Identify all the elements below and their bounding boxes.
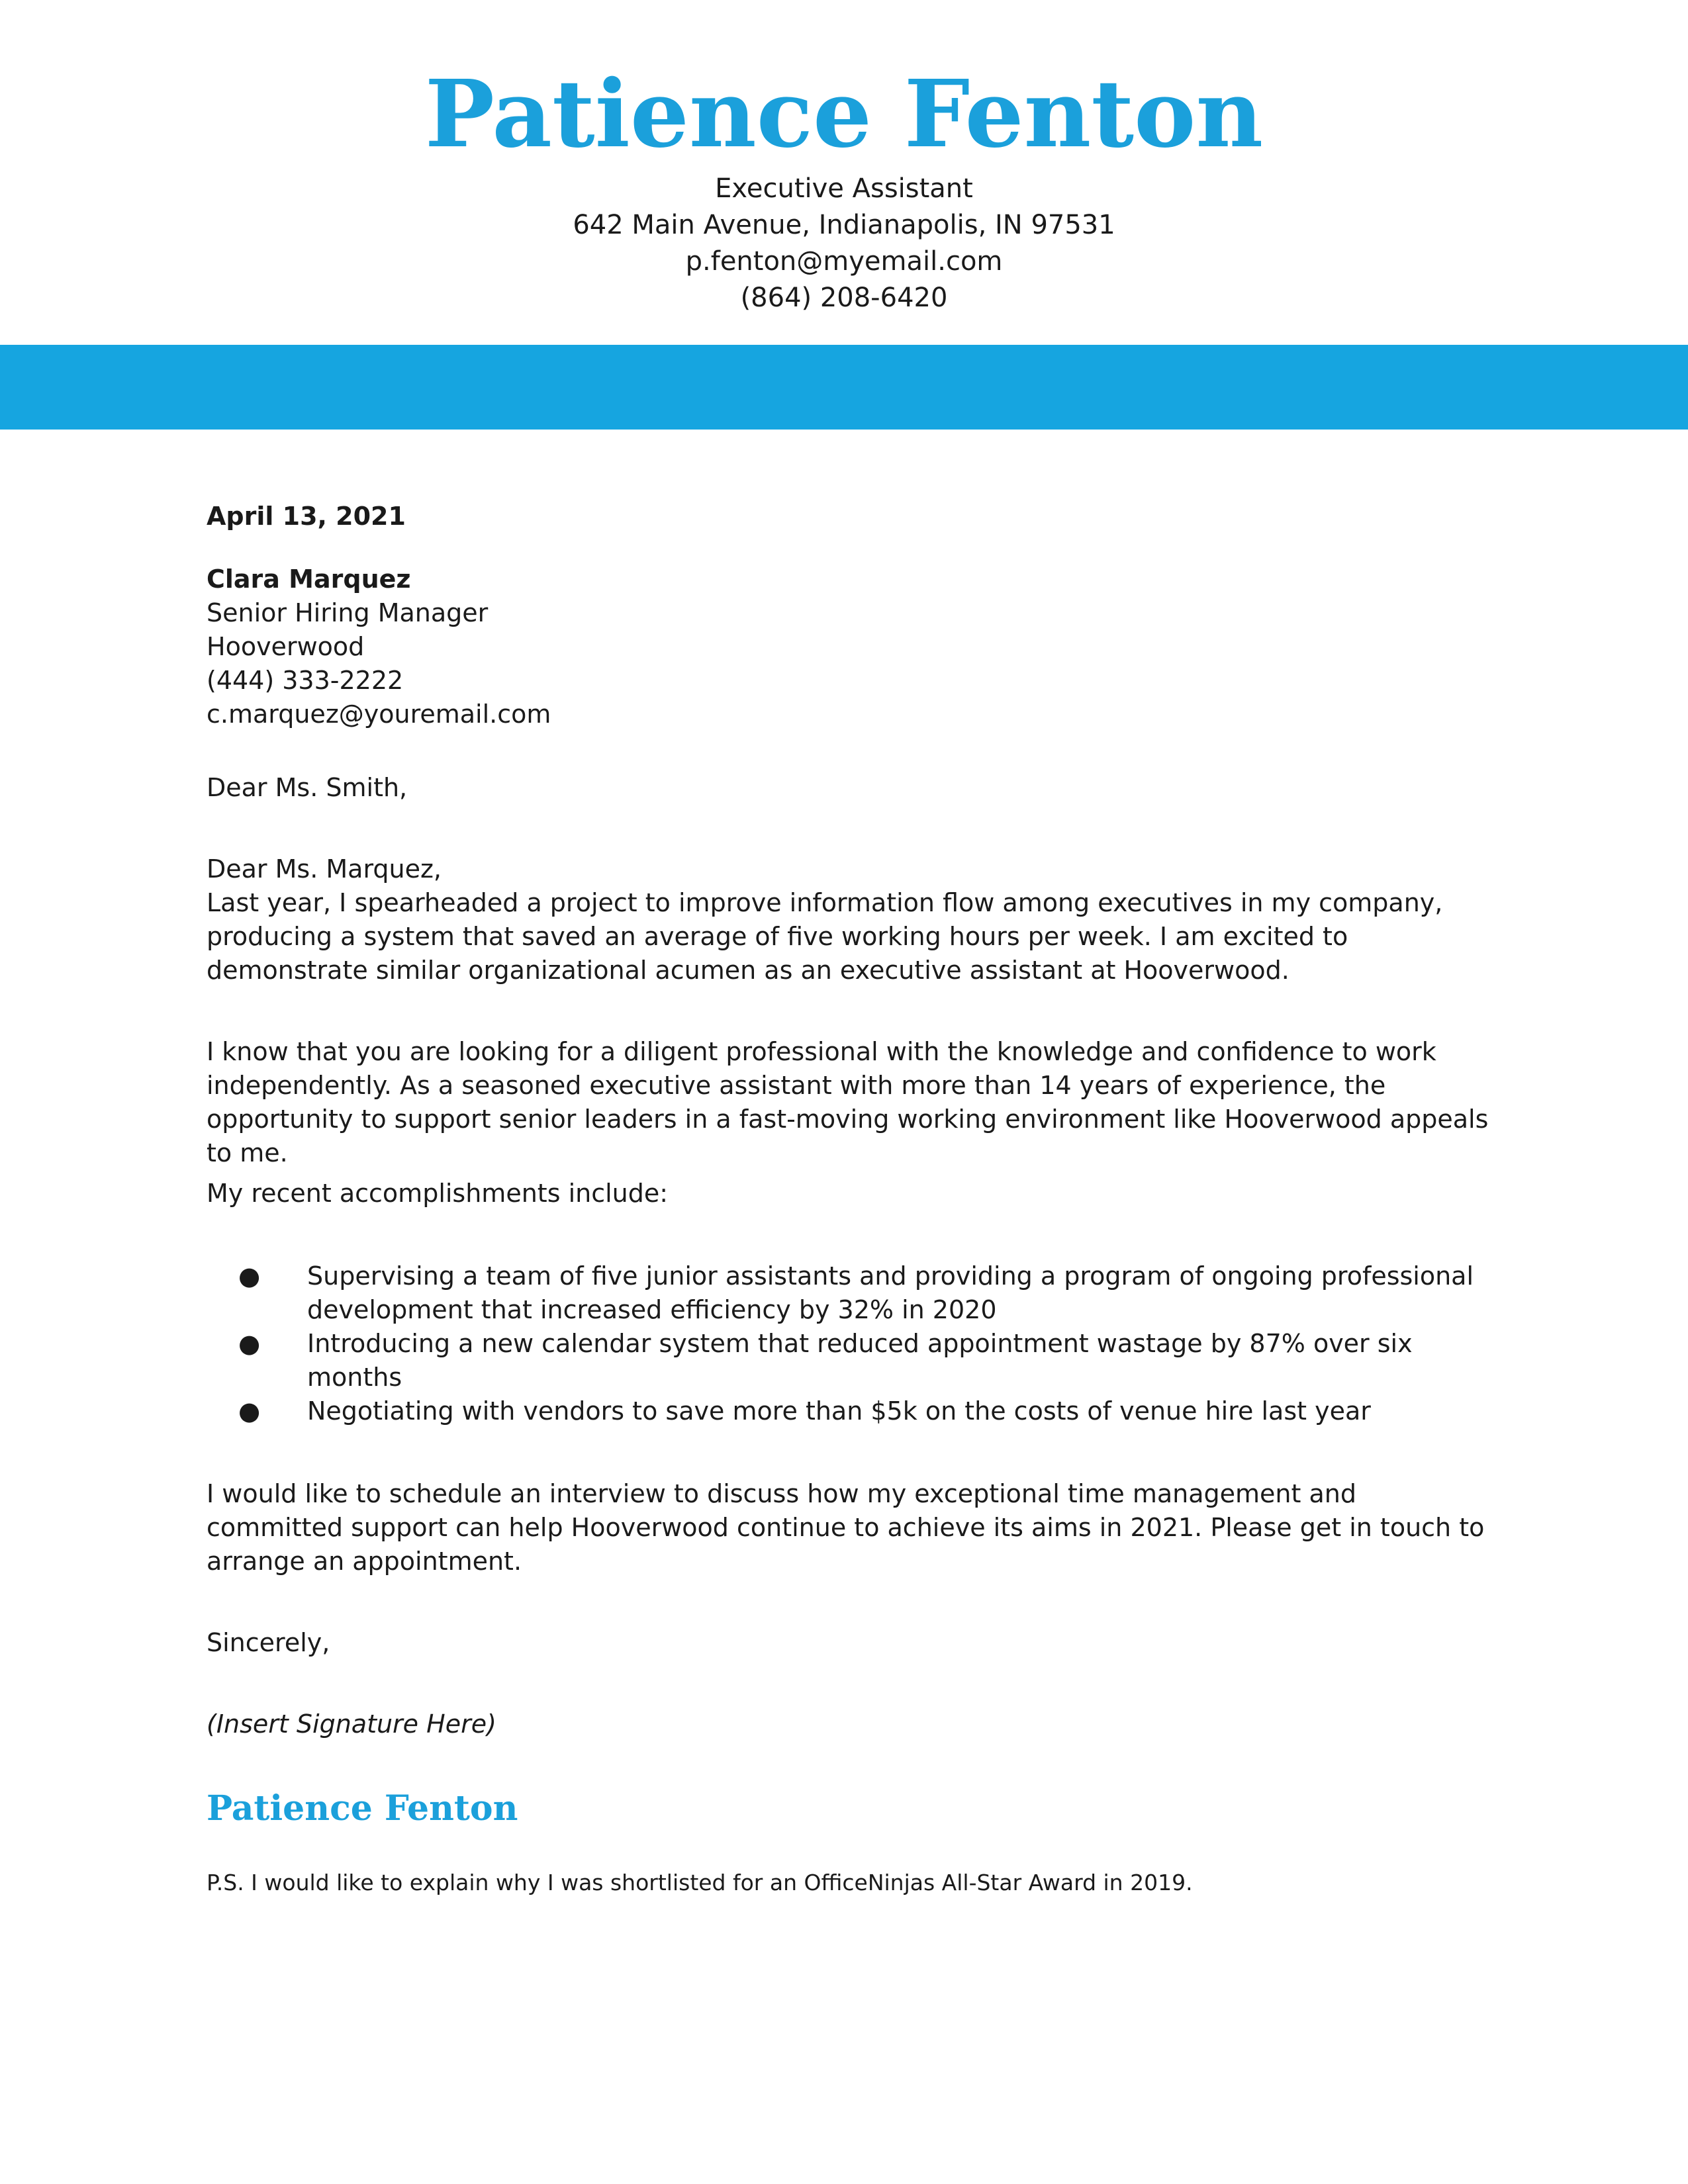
postscript: P.S. I would like to explain why I was shortlisted for an OfficeNinjas All-Star Award in 2019.: [207, 1870, 1193, 1895]
paragraph-interview-request: I would like to schedule an interview to discuss how my exceptional time management and committed support can help Hooverwood continue to achieve its aims in 2021. Please get in touch to arrange an appointment.: [207, 1479, 1485, 1576]
bullet-icon: ●: [238, 1396, 261, 1426]
applicant-phone: (864) 208-6420: [740, 283, 948, 313]
list-item: [207, 1327, 1497, 1394]
accent-band: [0, 345, 1688, 430]
list-item: [207, 1259, 1497, 1327]
list-item: [207, 1394, 1497, 1428]
applicant-address: 642 Main Avenue, Indianapolis, IN 97531: [573, 210, 1115, 240]
greeting-second: Dear Ms. Marquez,: [207, 854, 442, 884]
letter-date: April 13, 2021: [207, 502, 406, 531]
accomplishment-text: Negotiating with vendors to save more than $5k on the costs of venue hire last year: [307, 1396, 1371, 1426]
applicant-contact-block: [0, 171, 1688, 316]
recipient-email: c.marquez@youremail.com: [207, 700, 551, 729]
signature-placeholder: (Insert Signature Here): [207, 1709, 496, 1739]
closing: Sincerely,: [207, 1628, 330, 1657]
accomplishments-list: [207, 1259, 1497, 1428]
accomplishment-text: Supervising a team of five junior assistants and providing a program of ongoing professional development that increased efficiency by 32% in 2020: [307, 1261, 1474, 1324]
bullet-icon: ●: [238, 1329, 261, 1358]
recipient-name: Clara Marquez: [207, 565, 411, 594]
recipient-title: Senior Hiring Manager: [207, 598, 489, 627]
paragraph-experience: I know that you are looking for a diligent professional with the knowledge and confidence to work independently. As a seasoned executive assistant with more than 14 years of experience, the opportunity to support senior leaders in a fast-moving working environment like Hooverwood appeals to me.: [207, 1037, 1489, 1167]
applicant-email: p.fenton@myemail.com: [685, 246, 1003, 277]
accomplishments-intro: My recent accomplishments include:: [207, 1179, 669, 1208]
recipient-company: Hooverwood: [207, 632, 365, 661]
accomplishment-text: Introducing a new calendar system that reduced appointment wastage by 87% over six months: [307, 1329, 1413, 1392]
greeting-first: Dear Ms. Smith,: [207, 773, 408, 802]
letter-body: [207, 500, 1497, 1897]
applicant-name: Patience Fenton: [424, 60, 1264, 169]
paragraph-intro: Last year, I spearheaded a project to improve information flow among executives in my company, producing a system that saved an average of five working hours per week. I am excited to demonstrate similar organizational acumen as an executive assistant at Hooverwood.: [207, 888, 1443, 985]
applicant-title: Executive Assistant: [715, 173, 973, 204]
bullet-icon: ●: [238, 1261, 261, 1291]
recipient-phone: (444) 333-2222: [207, 666, 404, 695]
signature-name: Patience Fenton: [207, 1788, 518, 1829]
recipient-block: [207, 563, 1497, 731]
